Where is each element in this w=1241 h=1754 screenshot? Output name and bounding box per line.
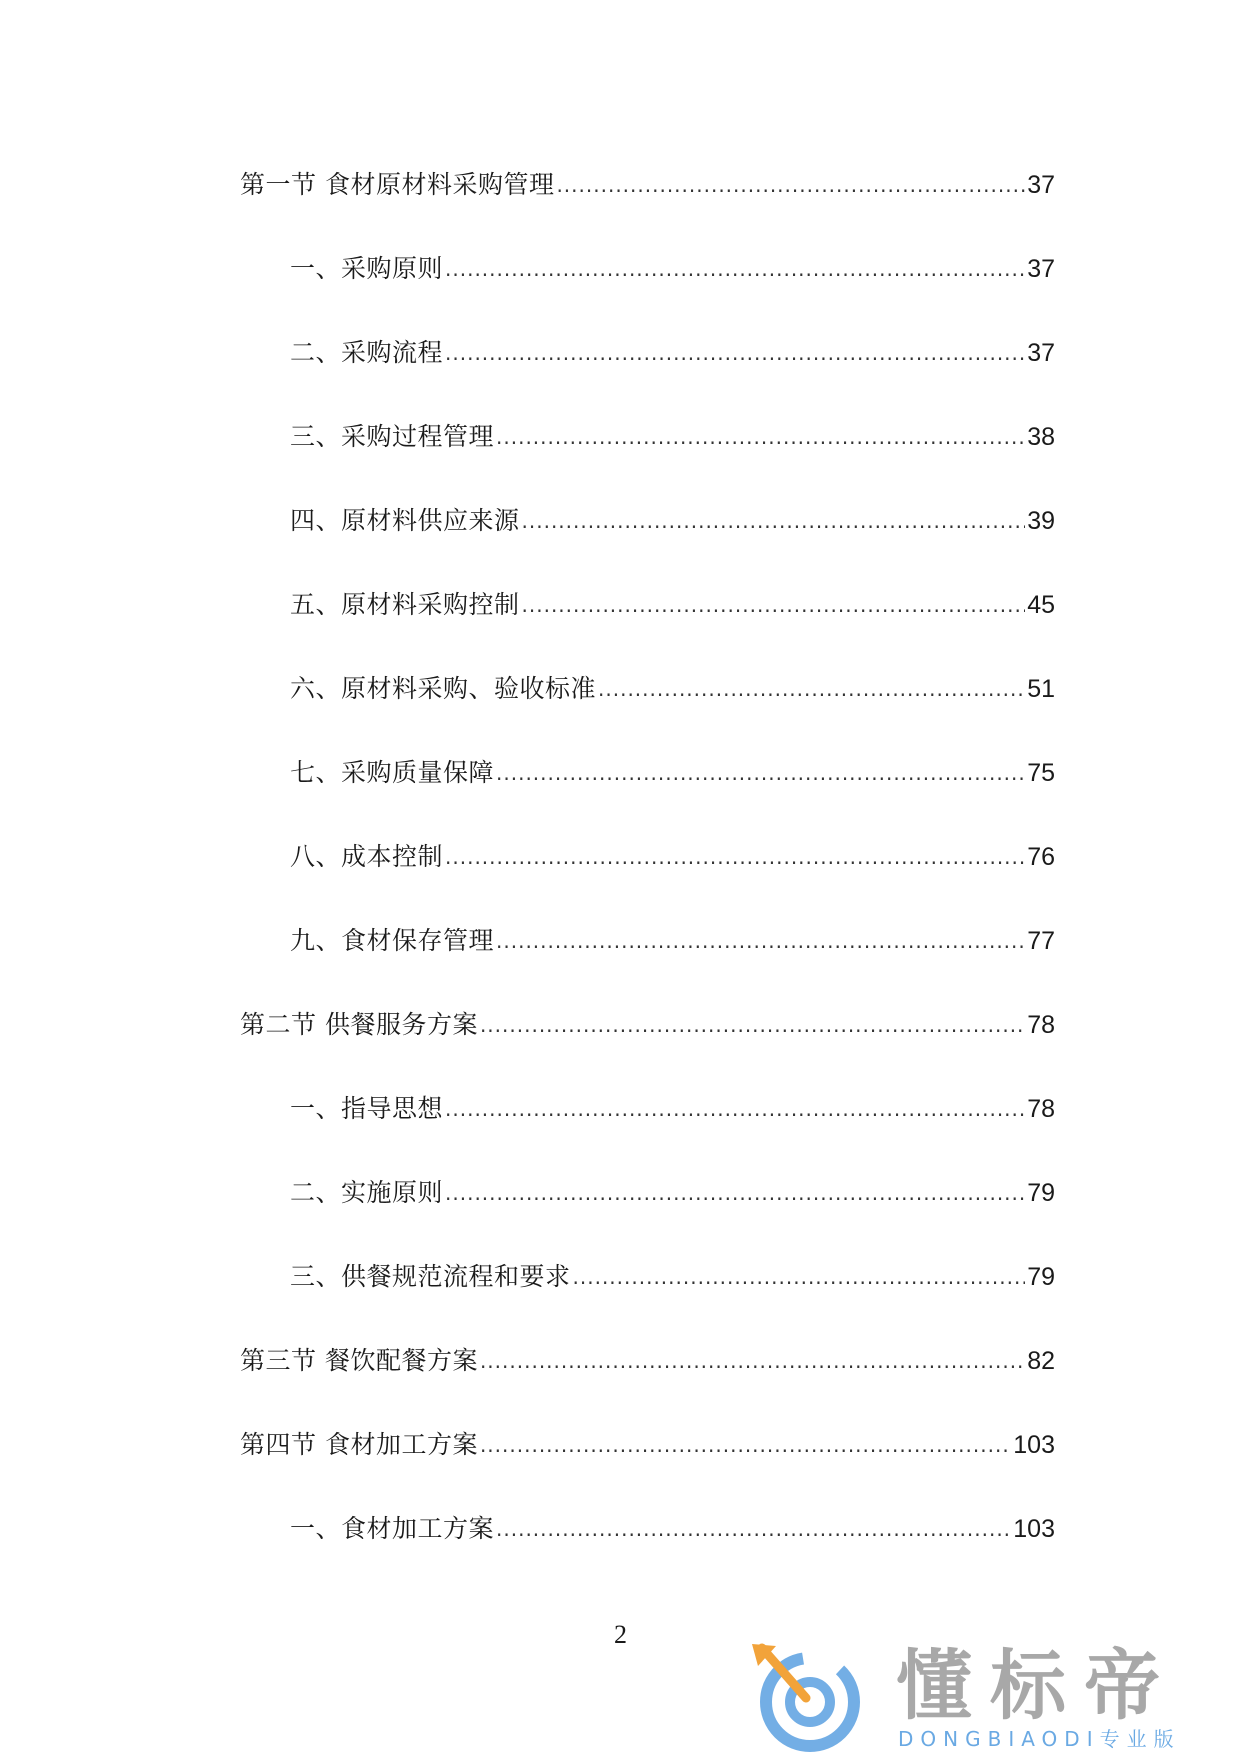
toc-leader-dots (573, 1262, 1026, 1292)
toc-entry[interactable] (240, 170, 1055, 254)
target-arrow-icon (748, 1640, 868, 1754)
toc-entry-title: 一、食材加工方案 (290, 1514, 495, 1543)
toc-entry-page: 103 (1013, 1431, 1055, 1459)
toc-entry-title: 第三节 餐饮配餐方案 (240, 1346, 478, 1375)
toc-entry-page: 37 (1027, 339, 1055, 367)
toc-leader-dots (496, 422, 1025, 452)
toc-entry-title: 第二节 供餐服务方案 (240, 1010, 478, 1039)
toc-entry[interactable] (240, 338, 1055, 422)
toc-entry[interactable] (240, 1430, 1055, 1514)
toc-entry[interactable] (240, 1514, 1055, 1598)
watermark-brand: 懂标帝 (896, 1641, 1178, 1730)
toc-entry[interactable] (240, 1262, 1055, 1346)
toc-entry-page: 39 (1027, 507, 1055, 535)
toc-entry-title: 第四节 食材加工方案 (240, 1430, 478, 1459)
toc-entry[interactable] (240, 674, 1055, 758)
toc-entry[interactable] (240, 1178, 1055, 1262)
toc-leader-dots (445, 338, 1025, 368)
toc-entry-title: 四、原材料供应来源 (290, 506, 520, 535)
toc-leader-dots (445, 254, 1025, 284)
toc-entry-title: 二、采购流程 (290, 338, 444, 367)
toc-entry-page: 77 (1027, 927, 1055, 955)
toc-entry[interactable] (240, 758, 1055, 842)
toc-entry-title: 六、原材料采购、验收标准 (290, 674, 597, 703)
toc-entry-page: 38 (1027, 423, 1055, 451)
toc-entry-page: 45 (1027, 591, 1055, 619)
toc-leader-dots (480, 1010, 1025, 1040)
toc-entry-page: 78 (1027, 1095, 1055, 1123)
toc-entry-title: 一、采购原则 (290, 254, 444, 283)
toc-entry[interactable] (240, 926, 1055, 1010)
toc-entry-title: 七、采购质量保障 (290, 758, 495, 787)
toc-leader-dots (522, 590, 1026, 620)
toc-entry[interactable] (240, 254, 1055, 338)
toc-entry-page: 82 (1027, 1347, 1055, 1375)
toc-entry[interactable] (240, 1346, 1055, 1430)
toc-entry-page: 75 (1027, 759, 1055, 787)
toc-leader-dots (496, 758, 1025, 788)
toc-entry[interactable] (240, 506, 1055, 590)
toc-entry[interactable] (240, 422, 1055, 506)
toc-leader-dots (445, 842, 1025, 872)
toc-entry-page: 37 (1027, 171, 1055, 199)
toc-entry[interactable] (240, 842, 1055, 926)
toc-entry-title: 第一节 食材原材料采购管理 (240, 170, 555, 199)
toc-entry-title: 二、实施原则 (290, 1178, 444, 1207)
toc-entry-page: 79 (1027, 1263, 1055, 1291)
toc-leader-dots (496, 926, 1025, 956)
toc-leader-dots (598, 674, 1025, 704)
page-number: 2 (614, 1620, 627, 1649)
toc-leader-dots (480, 1430, 1011, 1460)
toc-entry-page: 103 (1013, 1515, 1055, 1543)
toc-entry[interactable] (240, 590, 1055, 674)
toc-entry-title: 八、成本控制 (290, 842, 444, 871)
toc-entry-title: 三、供餐规范流程和要求 (290, 1262, 571, 1291)
toc-leader-dots (480, 1346, 1025, 1376)
toc-leader-dots (556, 170, 1025, 200)
toc-entry-page: 79 (1027, 1179, 1055, 1207)
toc-entry-page: 78 (1027, 1011, 1055, 1039)
toc-entry-title: 五、原材料采购控制 (290, 590, 520, 619)
toc-entry-title: 一、指导思想 (290, 1094, 444, 1123)
toc-entry-page: 51 (1027, 675, 1055, 703)
watermark-subtitle: DONGBIAODI专业版 (898, 1727, 1181, 1751)
toc-entry-title: 三、采购过程管理 (290, 422, 495, 451)
toc-leader-dots (445, 1178, 1025, 1208)
table-of-contents (240, 170, 1055, 1598)
toc-entry-page: 76 (1027, 843, 1055, 871)
toc-leader-dots (496, 1514, 1011, 1544)
toc-leader-dots (522, 506, 1026, 536)
toc-leader-dots (445, 1094, 1025, 1124)
watermark (748, 1640, 1218, 1754)
toc-entry-title: 九、食材保存管理 (290, 926, 495, 955)
toc-entry-page: 37 (1027, 255, 1055, 283)
toc-entry[interactable] (240, 1094, 1055, 1178)
toc-entry[interactable] (240, 1010, 1055, 1094)
